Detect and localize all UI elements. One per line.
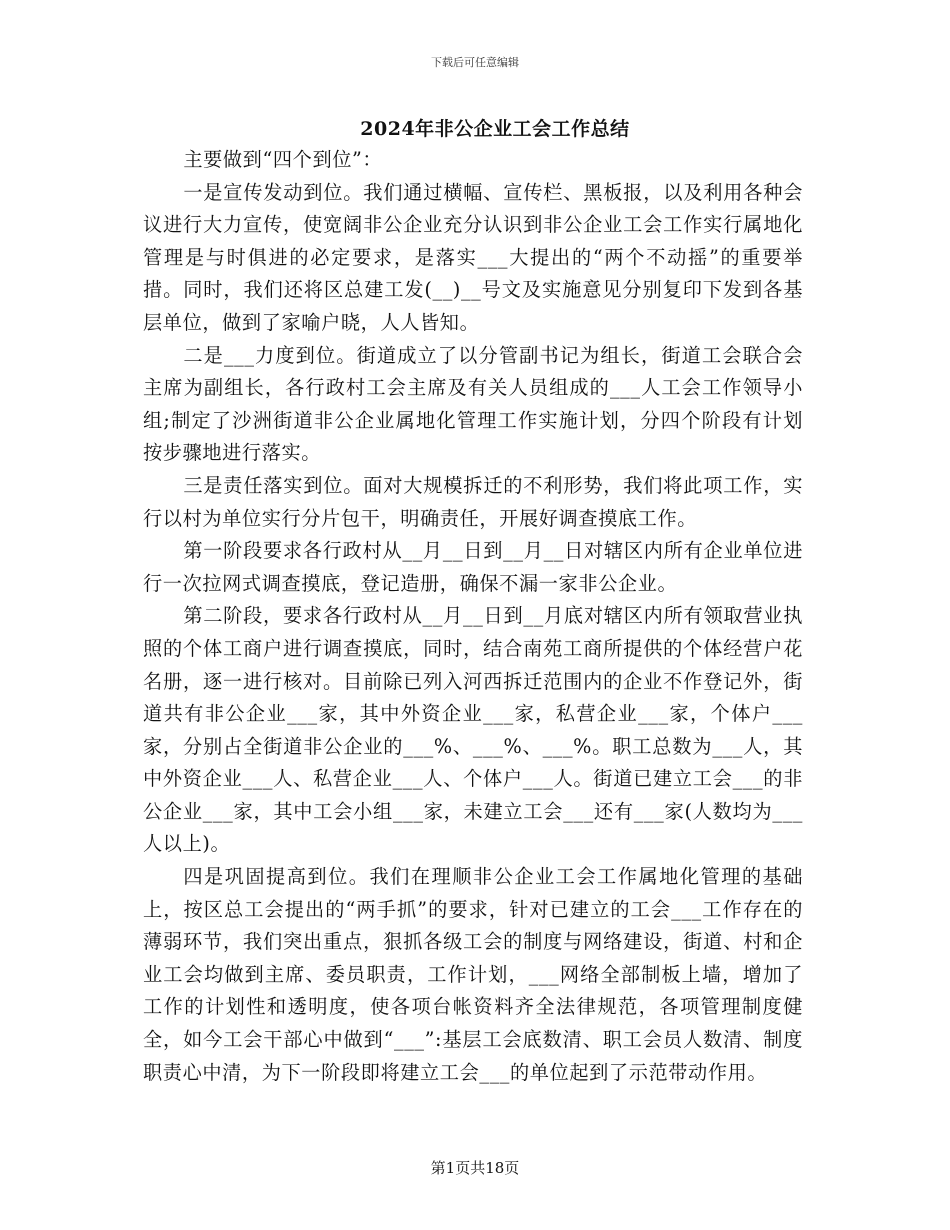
paragraph-phase-one: 第一阶段要求各行政村从__月__日到__月__日对辖区内所有企业单位进行一次拉网式调查摸底，登记造册，确保不漏一家非公企业。 <box>143 539 803 595</box>
paragraph-phase-two: 第二阶段，要求各行政村从__月__日到__月底对辖区内所有领取营业执照的个体工商户进行调查摸底，同时，结合南苑工商所提供的个体经营户花名册，逐一进行核对。目前除已列入河西拆迁范围内的企业不作登记外，街道共有非公企业___家，其中外资企业___家，私营企业___家，个体户___家，分别占全街道非公企业的___%、___%、___%。职工总数为___人，其中外资企业___人、私营企业___人、个体户___人。街道已建立工会___的非公企业___家，其中工会小组___家，未建立工会___还有___家(人数均为___人以上)。 <box>143 604 803 856</box>
paragraph-leadership: 二是___力度到位。街道成立了以分管副书记为组长，街道工会联合会主席为副组长，各行政村工会主席及有关人员组成的___人工会工作领导小组;制定了沙洲街道非公企业属地化管理工作实施计划，分四个阶段有计划按步骤地进行落实。 <box>143 343 803 465</box>
paragraph-intro: 主要做到“四个到位”： <box>183 148 383 171</box>
document-title: 2024年非公企业工会工作总结 <box>360 118 630 140</box>
page-number-footer: 第1页共18页 <box>430 1159 520 1177</box>
paragraph-consolidation: 四是巩固提高到位。我们在理顺非公企业工会工作属地化管理的基础上，按区总工会提出的“两手抓”的要求，针对已建立的工会___工作存在的薄弱环节，我们突出重点，狠抓各级工会的制度与网络建设，街道、村和企业工会均做到主席、委员职责，工作计划，___网络全部制板上墙，增加了工作的计划性和透明度，使各项台帐资料齐全法律规范，各项管理制度健全，如今工会干部心中做到“___”:基层工会底数清、职工会员人数清、制度职责心中清，为下一阶段即将建立工会___的单位起到了示范带动作用。 <box>143 865 803 1084</box>
header-note: 下载后可任意编辑 <box>431 56 519 69</box>
paragraph-publicity: 一是宣传发动到位。我们通过横幅、宣传栏、黑板报，以及利用各种会议进行大力宣传，使宽阔非公企业充分认识到非公企业工会工作实行属地化管理是与时俱进的必定要求，是落实___大提出的“两个不动摇”的重要举措。同时，我们还将区总建工发(__)__号文及实施意见分别复印下发到各基层单位，做到了家喻户晓，人人皆知。 <box>143 180 803 334</box>
document-body <box>143 144 803 1089</box>
paragraph-responsibility: 三是责任落实到位。面对大规模拆迁的不利形势，我们将此项工作，实行以村为单位实行分片包干，明确责任，开展好调查摸底工作。 <box>143 473 803 530</box>
